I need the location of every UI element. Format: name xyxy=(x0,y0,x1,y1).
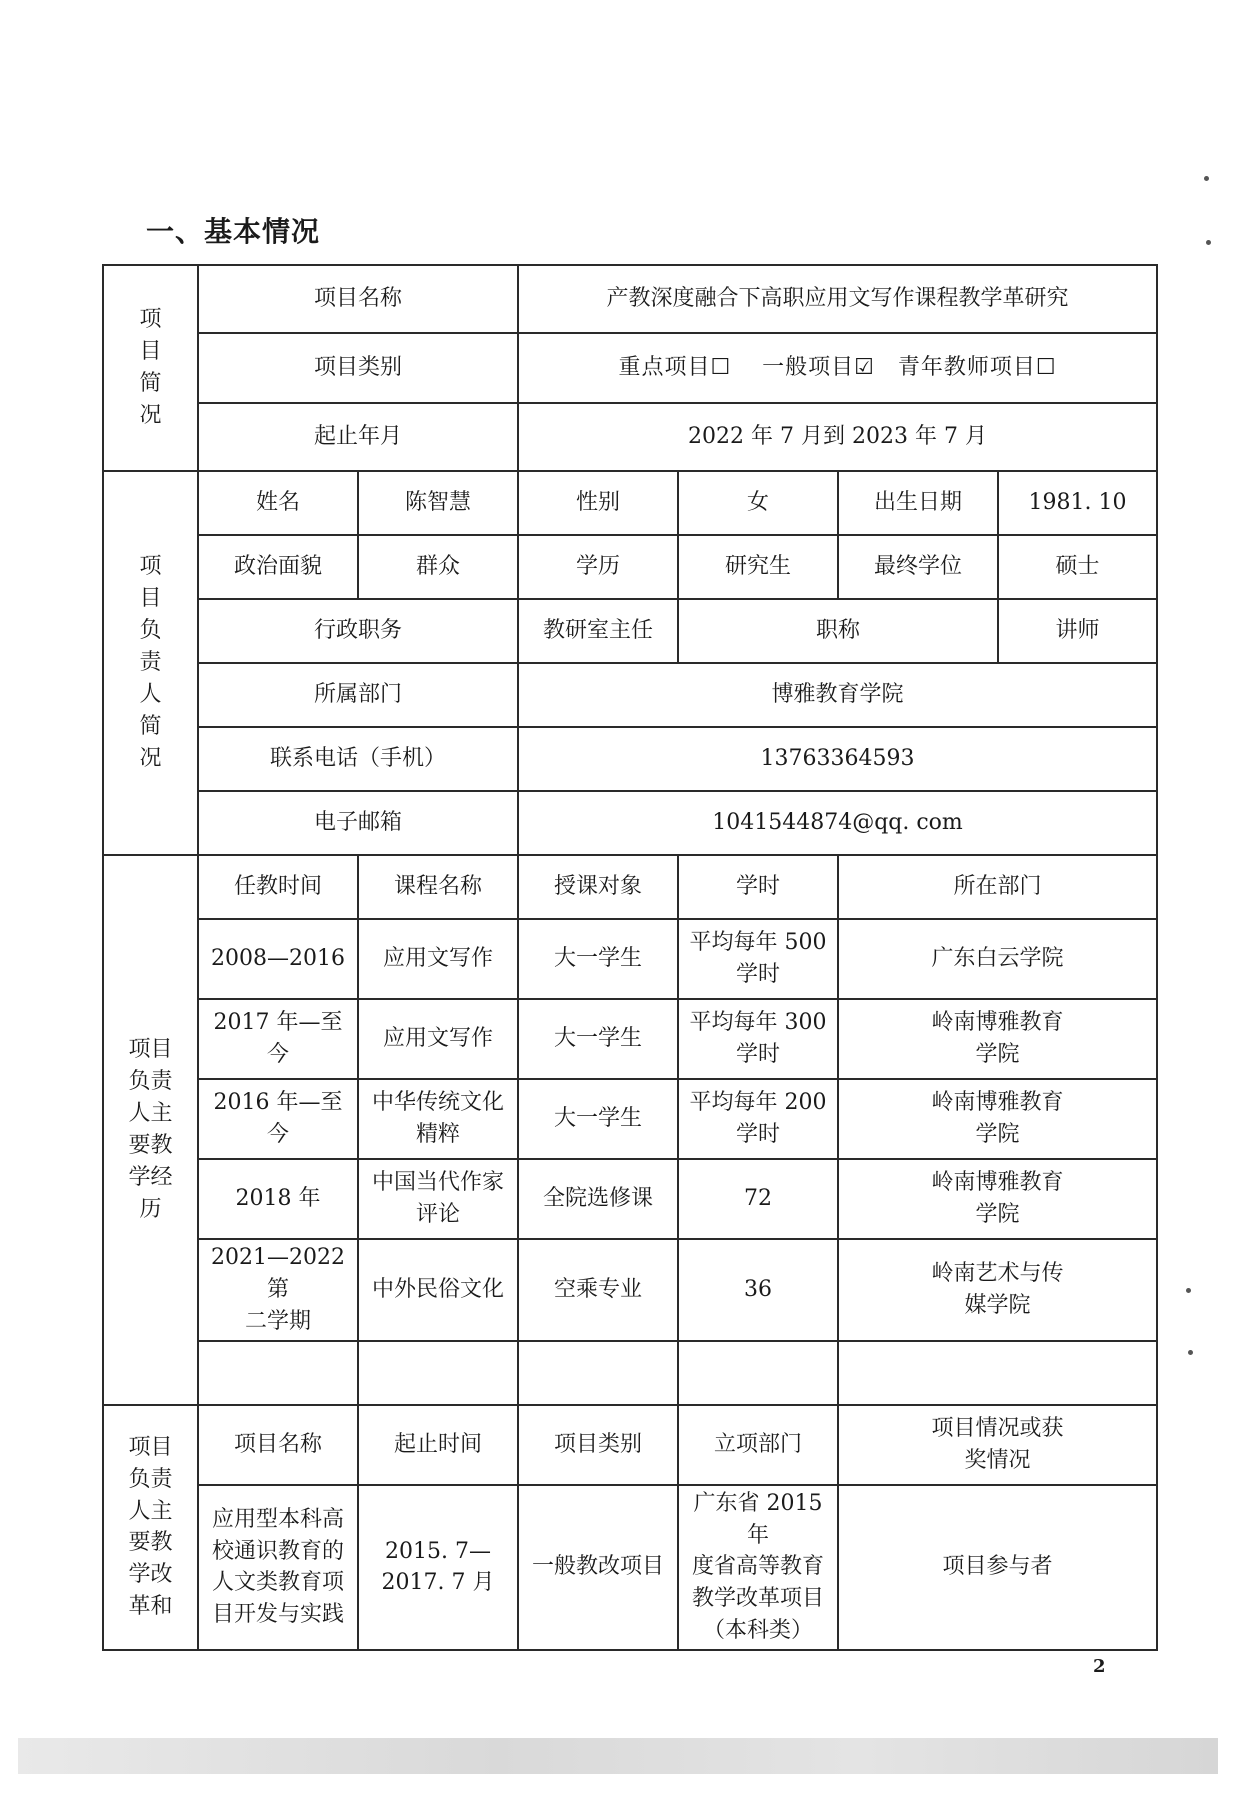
email-value: 1041544874@qq. com xyxy=(518,791,1157,855)
teaching-cell: 大一学生 xyxy=(518,919,678,999)
reform-header-1: 起止时间 xyxy=(358,1405,518,1485)
phone-label: 联系电话（手机） xyxy=(198,727,518,791)
empty-cell xyxy=(358,1341,518,1405)
project-category-options: 重点项目☐ 一般项目☑ 青年教师项目☐ xyxy=(518,333,1157,403)
title-label: 职称 xyxy=(678,599,998,663)
project-summary-label xyxy=(103,265,198,471)
reform-cell: 项目参与者 xyxy=(838,1485,1157,1650)
leader-row-5 xyxy=(103,727,1157,791)
teaching-cell: 大一学生 xyxy=(518,1079,678,1159)
admin-label: 行政职务 xyxy=(198,599,518,663)
name-value: 陈智慧 xyxy=(358,471,518,535)
project-category-label: 项目类别 xyxy=(198,333,518,403)
empty-cell xyxy=(198,1341,358,1405)
teaching-row-0 xyxy=(103,919,1157,999)
leader-row-6 xyxy=(103,791,1157,855)
project-period-label: 起止年月 xyxy=(198,403,518,471)
teaching-header-3: 学时 xyxy=(678,855,838,919)
basic-info-table xyxy=(102,264,1158,1651)
political-label: 政治面貌 xyxy=(198,535,358,599)
teaching-row-1 xyxy=(103,999,1157,1079)
reform-header-3: 立项部门 xyxy=(678,1405,838,1485)
project-name-row xyxy=(103,265,1157,333)
reform-header-4: 项目情况或获 奖情况 xyxy=(838,1405,1157,1485)
reform-header-row xyxy=(103,1405,1157,1485)
teaching-cell: 岭南博雅教育 学院 xyxy=(838,999,1157,1079)
teaching-cell: 2008—2016 xyxy=(198,919,358,999)
project-name-value: 产教深度融合下高职应用文写作课程教学革研究 xyxy=(518,265,1157,333)
project-name-label: 项目名称 xyxy=(198,265,518,333)
degree-value: 硕士 xyxy=(998,535,1157,599)
reform-cell: 应用型本科高 校通识教育的 人文类教育项 目开发与实践 xyxy=(198,1485,358,1650)
teaching-cell: 2017 年—至今 xyxy=(198,999,358,1079)
project-summary-label-text: 项 目 简 况 xyxy=(139,307,162,428)
project-period-value: 2022 年 7 月到 2023 年 7 月 xyxy=(518,403,1157,471)
degree-label: 最终学位 xyxy=(838,535,998,599)
teaching-header-1: 课程名称 xyxy=(358,855,518,919)
teaching-row-2 xyxy=(103,1079,1157,1159)
scan-edge-bar xyxy=(18,1738,1218,1774)
teaching-row-4 xyxy=(103,1239,1157,1341)
teaching-cell: 72 xyxy=(678,1159,838,1239)
dept-value: 博雅教育学院 xyxy=(518,663,1157,727)
teaching-cell: 空乘专业 xyxy=(518,1239,678,1341)
teaching-label xyxy=(103,855,198,1405)
birth-value: 1981. 10 xyxy=(998,471,1157,535)
reform-cell: 2015. 7— 2017. 7 月 xyxy=(358,1485,518,1650)
teaching-cell: 中国当代作家 评论 xyxy=(358,1159,518,1239)
scan-speck xyxy=(1206,240,1211,245)
teaching-cell: 广东白云学院 xyxy=(838,919,1157,999)
teaching-cell: 应用文写作 xyxy=(358,919,518,999)
leader-row-3 xyxy=(103,599,1157,663)
birth-label: 出生日期 xyxy=(838,471,998,535)
teaching-cell: 36 xyxy=(678,1239,838,1341)
reform-label-text: 项目 负责 人主 要教 学改 革和 xyxy=(128,1434,173,1620)
admin-value: 教研室主任 xyxy=(518,599,678,663)
teaching-cell: 2018 年 xyxy=(198,1159,358,1239)
reform-label xyxy=(103,1405,198,1650)
leader-row-2 xyxy=(103,535,1157,599)
name-label: 姓名 xyxy=(198,471,358,535)
gender-label: 性别 xyxy=(518,471,678,535)
scan-speck xyxy=(1186,1288,1191,1293)
gender-value: 女 xyxy=(678,471,838,535)
leader-label xyxy=(103,471,198,855)
title-value: 讲师 xyxy=(998,599,1157,663)
teaching-cell: 平均每年 200 学时 xyxy=(678,1079,838,1159)
reform-cell: 广东省 2015 年 度省高等教育 教学改革项目 （本科类） xyxy=(678,1485,838,1650)
empty-cell xyxy=(838,1341,1157,1405)
section-title: 一、基本情况 xyxy=(146,215,321,248)
teaching-label-text: 项目 负责 人主 要教 学经 历 xyxy=(128,1037,173,1222)
teaching-cell: 全院选修课 xyxy=(518,1159,678,1239)
reform-header-0: 项目名称 xyxy=(198,1405,358,1485)
teaching-header-row xyxy=(103,855,1157,919)
teaching-cell: 中外民俗文化 xyxy=(358,1239,518,1341)
education-value: 研究生 xyxy=(678,535,838,599)
project-period-row xyxy=(103,403,1157,471)
teaching-cell: 应用文写作 xyxy=(358,999,518,1079)
teaching-cell: 平均每年 300 学时 xyxy=(678,999,838,1079)
reform-header-2: 项目类别 xyxy=(518,1405,678,1485)
education-label: 学历 xyxy=(518,535,678,599)
teaching-row-3 xyxy=(103,1159,1157,1239)
teaching-cell: 2021—2022 第 二学期 xyxy=(198,1239,358,1341)
empty-cell xyxy=(678,1341,838,1405)
project-category-row xyxy=(103,333,1157,403)
teaching-header-4: 所在部门 xyxy=(838,855,1157,919)
teaching-cell: 岭南艺术与传 媒学院 xyxy=(838,1239,1157,1341)
teaching-header-2: 授课对象 xyxy=(518,855,678,919)
email-label: 电子邮箱 xyxy=(198,791,518,855)
dept-label: 所属部门 xyxy=(198,663,518,727)
phone-value: 13763364593 xyxy=(518,727,1157,791)
leader-row-1 xyxy=(103,471,1157,535)
page-number: 2 xyxy=(1093,1656,1106,1677)
teaching-cell: 大一学生 xyxy=(518,999,678,1079)
reform-cell: 一般教改项目 xyxy=(518,1485,678,1650)
leader-row-4 xyxy=(103,663,1157,727)
teaching-cell: 岭南博雅教育 学院 xyxy=(838,1159,1157,1239)
teaching-cell: 中华传统文化 精粹 xyxy=(358,1079,518,1159)
scan-speck xyxy=(1204,176,1209,181)
scan-speck xyxy=(1188,1350,1193,1355)
leader-label-text: 项 目 负 责 人 简 况 xyxy=(139,554,162,771)
reform-row-0 xyxy=(103,1485,1157,1650)
teaching-cell: 岭南博雅教育 学院 xyxy=(838,1079,1157,1159)
teaching-header-0: 任教时间 xyxy=(198,855,358,919)
teaching-cell: 2016 年—至今 xyxy=(198,1079,358,1159)
teaching-row-empty xyxy=(103,1341,1157,1405)
empty-cell xyxy=(518,1341,678,1405)
political-value: 群众 xyxy=(358,535,518,599)
teaching-cell: 平均每年 500 学时 xyxy=(678,919,838,999)
